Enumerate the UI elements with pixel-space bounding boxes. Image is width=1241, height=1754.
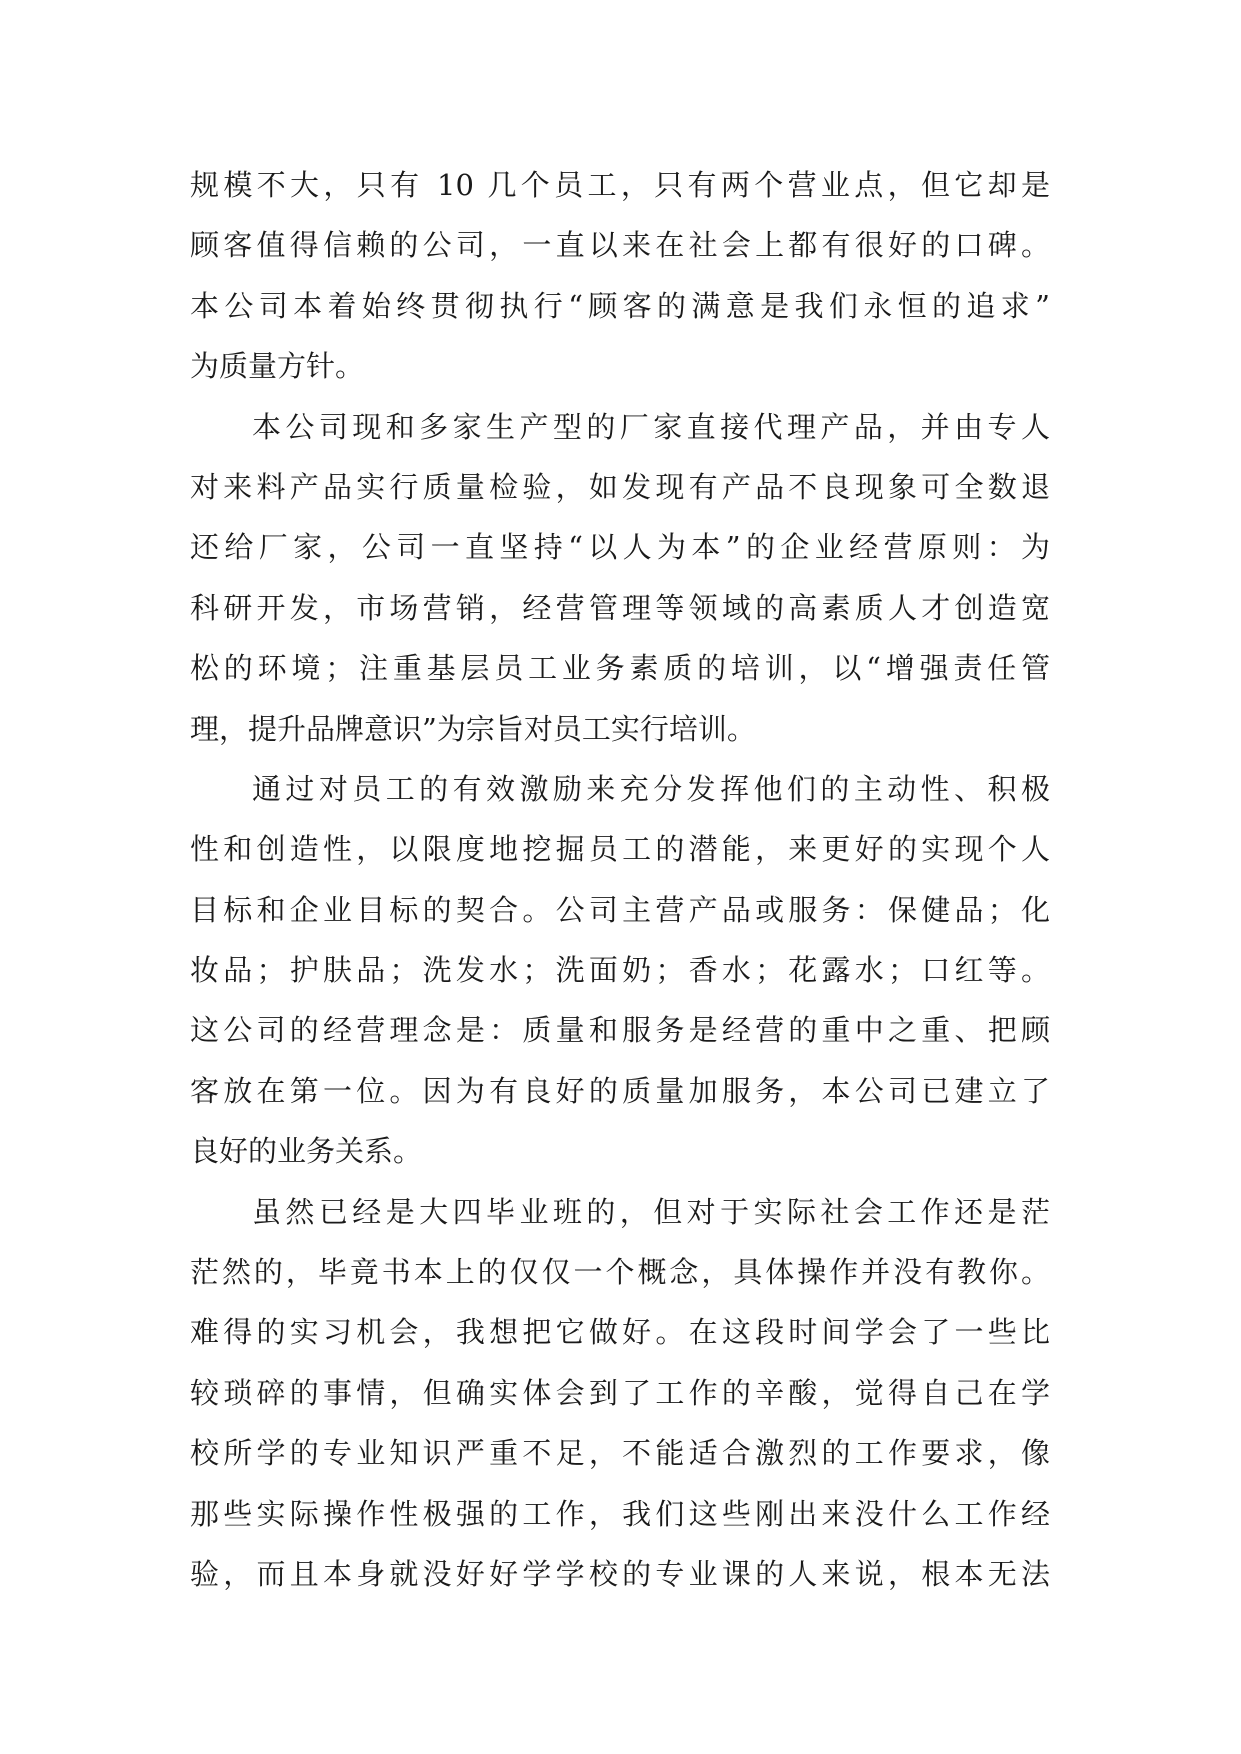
text-line: 松的环境；注重基层员工业务素质的培训，以“增强责任管	[190, 651, 1050, 686]
text-line: 理，提升品牌意识”为宗旨对员工实行培训。	[190, 711, 756, 746]
text-line: 良好的业务关系。	[190, 1134, 423, 1169]
text-line: 通过对员工的有效激励来充分发挥他们的主动性、积极	[252, 771, 1050, 806]
text-line: 为质量方针。	[190, 349, 365, 384]
text-line: 科研开发，市场营销，经营管理等领域的高素质人才创造宽	[190, 590, 1050, 625]
text-line: 妆品；护肤品；洗发水；洗面奶；香水；花露水；口红等。	[190, 953, 1050, 988]
text-line: 客放在第一位。因为有良好的质量加服务，本公司已建立了	[190, 1073, 1050, 1108]
text-line: 本公司现和多家生产型的厂家直接代理产品，并由专人	[252, 409, 1050, 444]
text-line: 对来料产品实行质量检验，如发现有产品不良现象可全数退	[190, 469, 1050, 504]
text-line: 那些实际操作性极强的工作，我们这些刚出来没什么工作经	[190, 1496, 1050, 1531]
text-line: 还给厂家，公司一直坚持“以人为本”的企业经营原则：为	[190, 530, 1050, 565]
text-line: 茫然的，毕竟书本上的仅仅一个概念，具体操作并没有教你。	[190, 1255, 1050, 1290]
body-text	[190, 155, 1050, 1604]
text-line: 这公司的经营理念是：质量和服务是经营的重中之重、把顾	[190, 1013, 1050, 1048]
text-line: 虽然已经是大四毕业班的，但对于实际社会工作还是茫	[252, 1194, 1050, 1229]
text-line: 较琐碎的事情，但确实体会到了工作的辛酸，觉得自己在学	[190, 1375, 1050, 1410]
text-line: 校所学的专业知识严重不足，不能适合激烈的工作要求，像	[190, 1436, 1050, 1471]
text-line: 目标和企业目标的契合。公司主营产品或服务：保健品；化	[190, 892, 1050, 927]
text-line: 顾客值得信赖的公司，一直以来在社会上都有很好的口碑。	[190, 228, 1050, 263]
text-line: 性和创造性，以限度地挖掘员工的潜能，来更好的实现个人	[190, 832, 1050, 867]
text-line: 难得的实习机会，我想把它做好。在这段时间学会了一些比	[190, 1315, 1050, 1350]
text-line: 规模不大，只有 10 几个员工，只有两个营业点，但它却是	[190, 168, 1050, 202]
text-line: 验，而且本身就没好好学学校的专业课的人来说，根本无法	[190, 1556, 1050, 1591]
text-line: 本公司本着始终贯彻执行“顾客的满意是我们永恒的追求”	[190, 288, 1050, 323]
